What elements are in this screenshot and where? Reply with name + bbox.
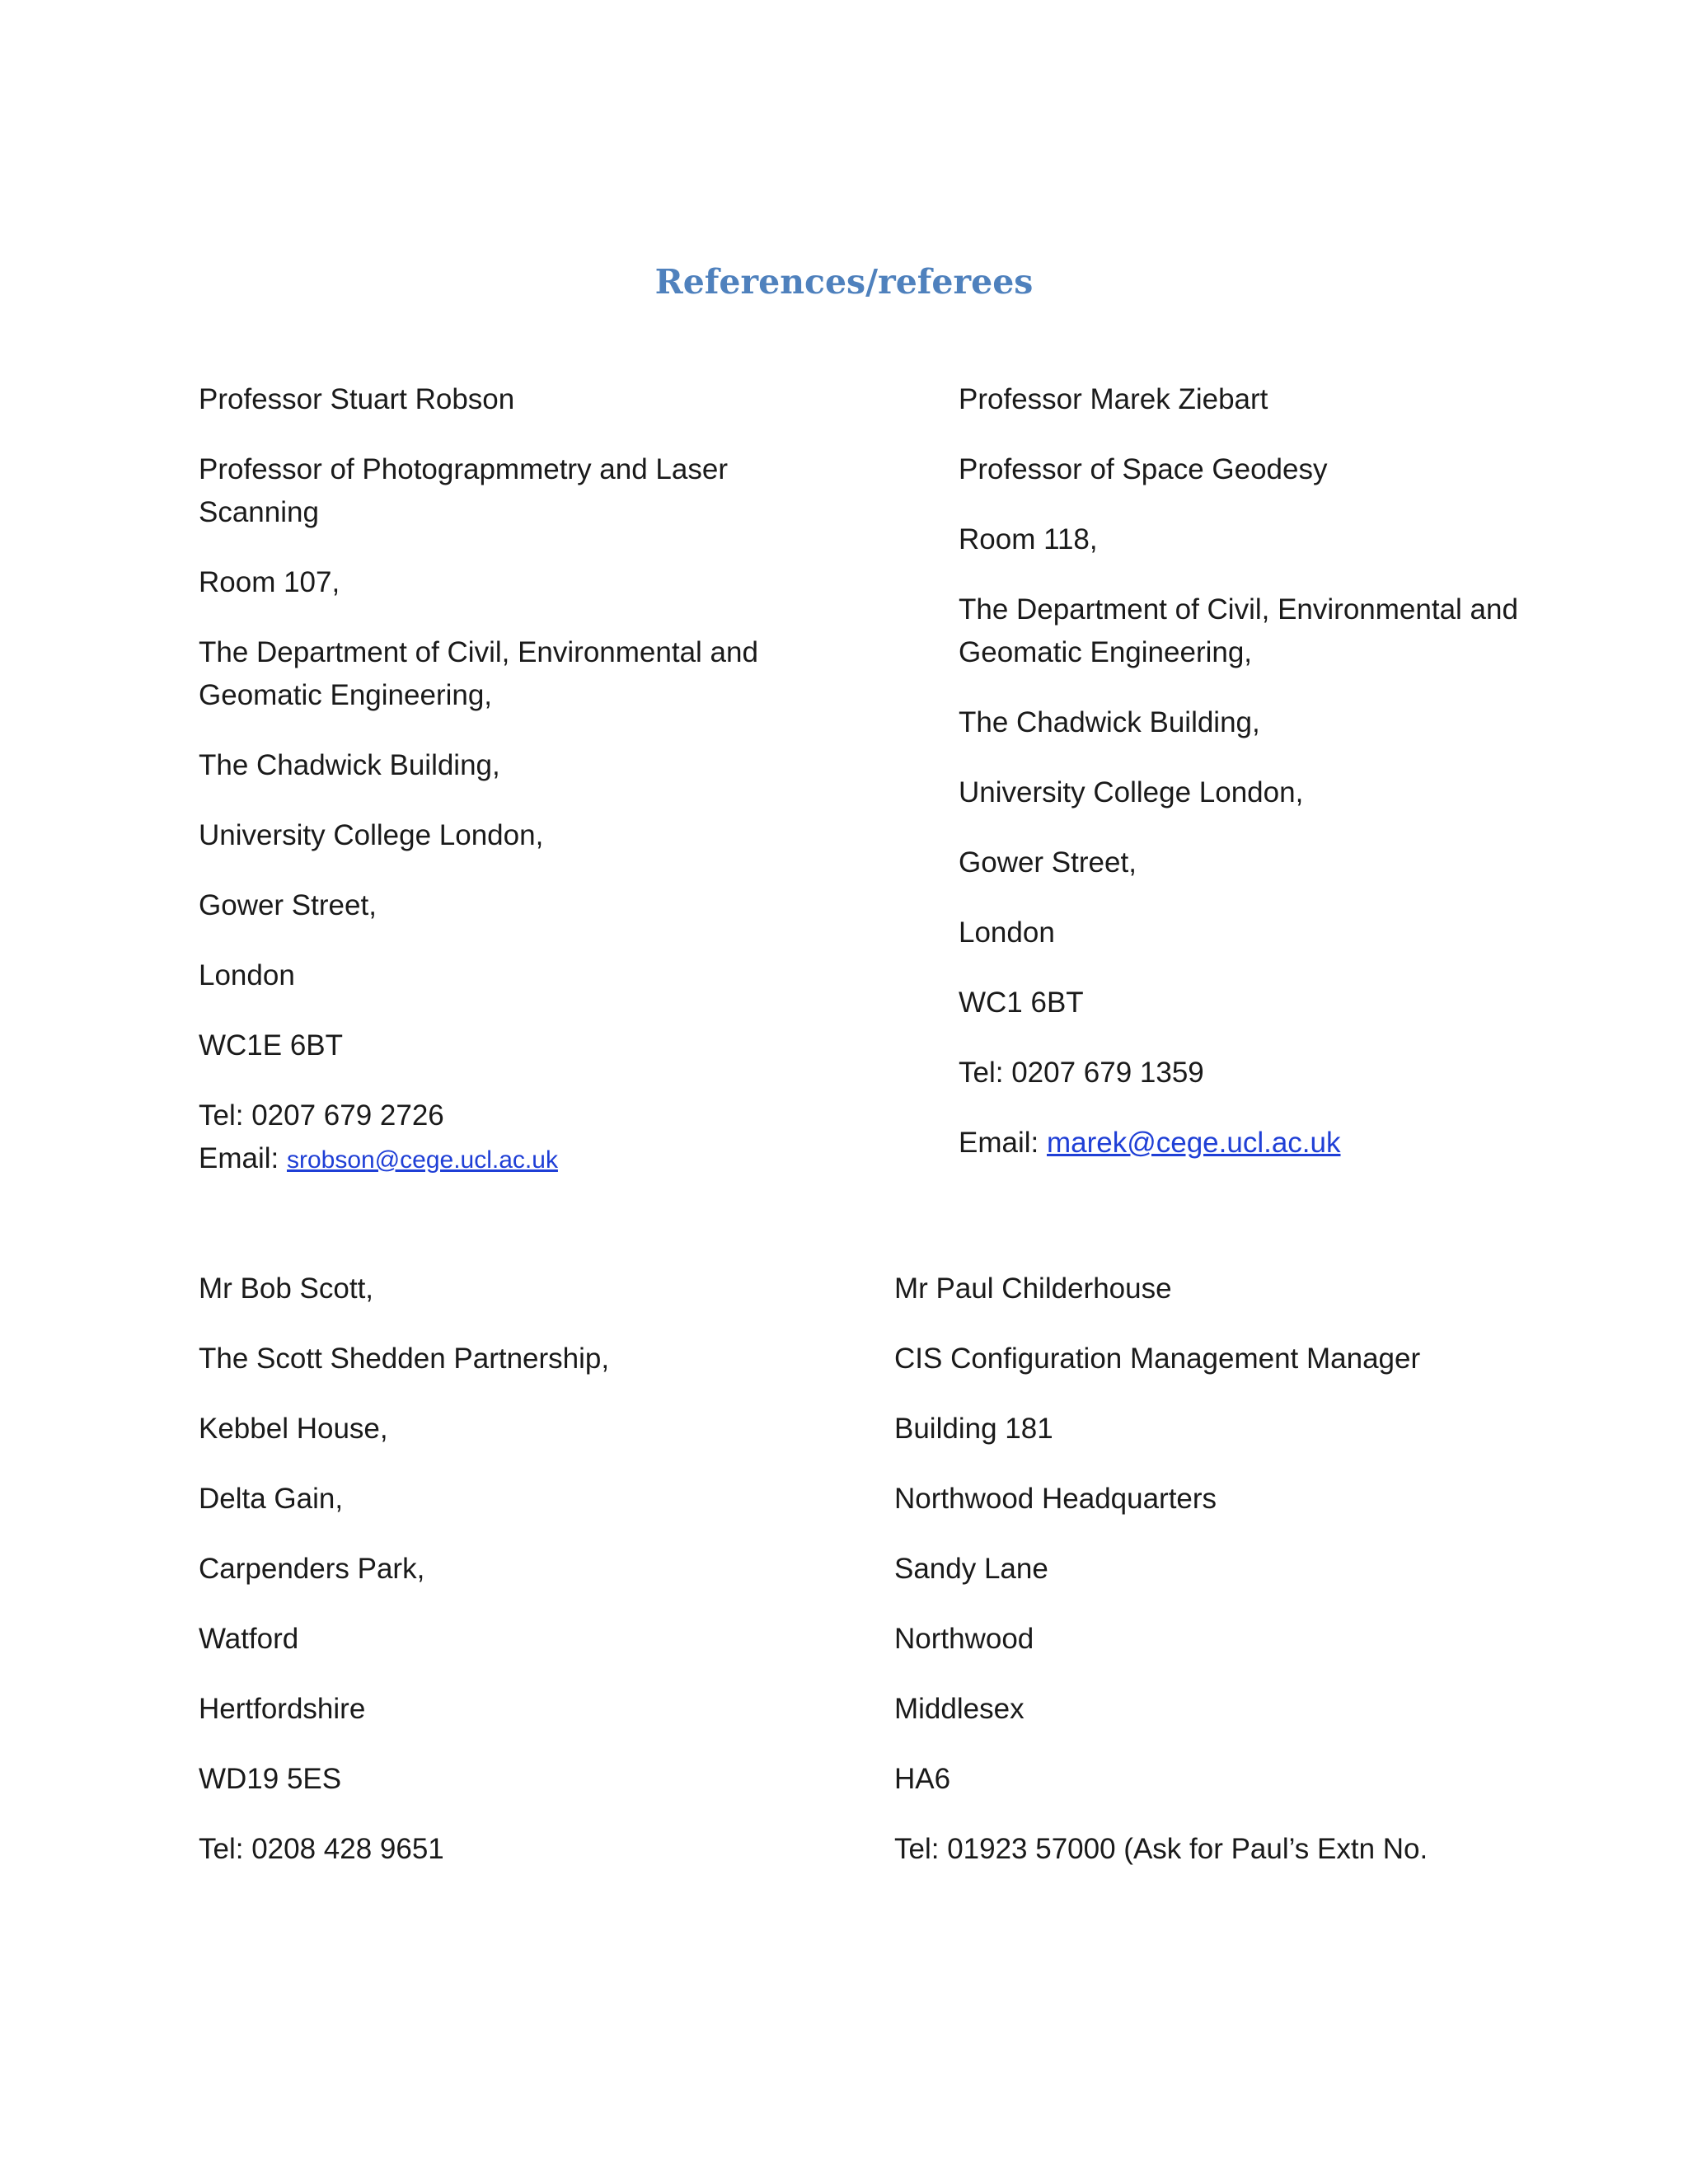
- referee-tel: Tel: 0207 679 2726: [199, 1099, 444, 1132]
- referee-department: The Department of Civil, Environmental and Geomatic Engineering,: [959, 593, 1518, 668]
- referee-street: Gower Street,: [959, 846, 1137, 879]
- referee-department: The Department of Civil, Environmental and Geomatic Engineering,: [199, 636, 758, 711]
- referee-building: The Chadwick Building,: [959, 706, 1260, 738]
- referee-building: The Chadwick Building,: [199, 749, 500, 781]
- referee-card-childerhouse: [894, 1268, 1636, 1871]
- referee-position: Professor of Photograpmmetry and Laser Scanning: [199, 453, 728, 528]
- referee-city: London: [959, 916, 1055, 949]
- email-label: Email:: [199, 1142, 279, 1174]
- referee-house: Kebbel House,: [199, 1413, 388, 1445]
- referee-county: Hertfordshire: [199, 1693, 366, 1725]
- referee-postcode: WC1 6BT: [959, 987, 1084, 1019]
- referee-institution: University College London,: [199, 819, 544, 851]
- referee-road: Delta Gain,: [199, 1483, 344, 1515]
- referee-county: Middlesex: [894, 1693, 1025, 1725]
- referee-card-robson: [199, 378, 776, 1182]
- referee-institution: University College London,: [959, 776, 1304, 808]
- referee-email-line: [959, 1122, 1536, 1165]
- referee-city: London: [199, 959, 295, 991]
- referee-name: Mr Bob Scott,: [199, 1272, 374, 1305]
- referee-road: Sandy Lane: [894, 1553, 1048, 1585]
- referee-card-ziebart: [959, 378, 1536, 1165]
- email-label: Email:: [959, 1127, 1039, 1159]
- referee-postcode: HA6: [894, 1763, 951, 1795]
- referee-town: Northwood: [894, 1623, 1034, 1655]
- referee-tel: Tel: 0207 679 1359: [959, 1057, 1204, 1089]
- referee-street: Gower Street,: [199, 889, 377, 921]
- referee-position: Professor of Space Geodesy: [959, 453, 1328, 485]
- referee-site: Northwood Headquarters: [894, 1483, 1217, 1515]
- referee-building: Building 181: [894, 1413, 1053, 1445]
- referee-name: Professor Stuart Robson: [199, 383, 515, 415]
- referee-name: Professor Marek Ziebart: [959, 383, 1268, 415]
- email-link[interactable]: marek@cege.ucl.ac.uk: [1046, 1127, 1341, 1159]
- referee-tel: Tel: 0208 428 9651: [199, 1833, 444, 1865]
- referee-name: Mr Paul Childerhouse: [894, 1272, 1172, 1305]
- email-link[interactable]: srobson@cege.ucl.ac.uk: [286, 1146, 558, 1174]
- referee-postcode: WD19 5ES: [199, 1763, 342, 1795]
- referee-card-scott: [199, 1268, 825, 1871]
- referee-postcode: WC1E 6BT: [199, 1029, 344, 1062]
- referee-tel: Tel: 01923 57000 (Ask for Paul’s Extn No.: [894, 1833, 1428, 1865]
- referee-email-line: [199, 1137, 776, 1182]
- referee-position: CIS Configuration Management Manager: [894, 1343, 1421, 1375]
- referee-room: Room 118,: [959, 523, 1098, 555]
- page-title: References/referees: [654, 262, 1034, 302]
- referee-company: The Scott Shedden Partnership,: [199, 1343, 610, 1375]
- referee-room: Room 107,: [199, 566, 340, 598]
- referee-area: Carpenders Park,: [199, 1553, 425, 1585]
- referee-town: Watford: [199, 1623, 299, 1655]
